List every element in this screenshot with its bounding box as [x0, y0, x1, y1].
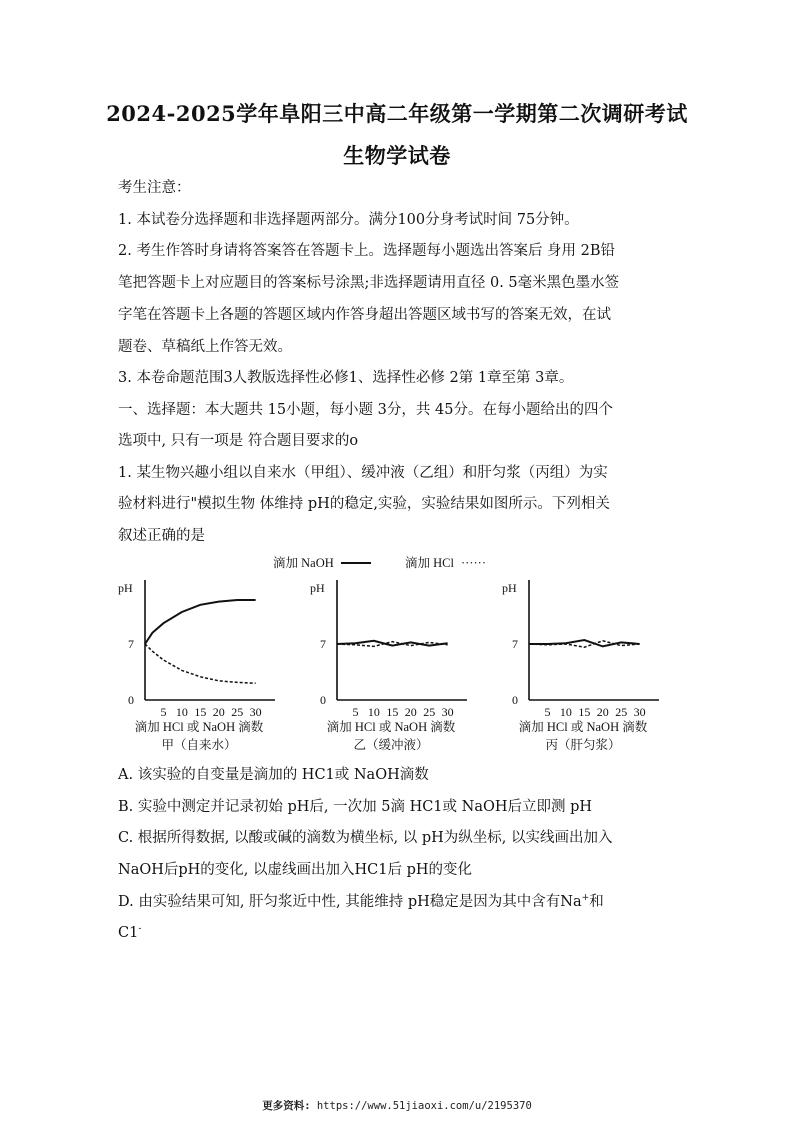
section-heading-line-1: 一、选择题：本大题共 15小题，每小题 3分，共 45分。在每小题给出的四个: [118, 402, 613, 418]
panel-bing-xlabel: 滴加 HCl 或 NaOH 滴数: [518, 720, 648, 734]
panel-jia-ytick-7: 7: [128, 637, 134, 651]
notice-item-2-line-4: 题卷、草稿纸上作答无效。: [118, 339, 292, 355]
option-d-sup-plus: +: [581, 893, 590, 903]
option-a: A. 该实验的自变量是滴加的 HC1或 NaOH滴数: [118, 767, 429, 783]
footer: [0, 1098, 794, 1113]
panel-jia-xtick-5: 5: [160, 705, 167, 719]
notice-heading: 考生注意：: [118, 180, 191, 196]
panel-bing-ylabel: pH: [502, 581, 517, 595]
panel-yi-ytick-7: 7: [320, 637, 326, 651]
option-c-line-1: C. 根据所得数据, 以酸或碱的滴数为横坐标, 以 pH为纵坐标, 以实线画出加入: [118, 830, 613, 846]
panel-jia-xtick-15: 15: [194, 705, 207, 719]
panel-yi-xtick-25: 25: [423, 705, 436, 719]
panel-jia-xlabel: 滴加 HCl 或 NaOH 滴数: [134, 720, 264, 734]
option-d-text: D. 由实验结果可知, 肝匀浆近中性, 其能维持 pH稳定是因为其中含有Na: [118, 893, 582, 910]
notice-item-2-line-3: 字笔在答题卡上各题的答题区域内作答身超出答题区域书写的答案无效，在试: [118, 307, 611, 323]
panel-bing-ytick-7: 7: [512, 637, 518, 651]
panel-yi-caption: 乙（缓冲液）: [353, 738, 429, 752]
legend-hcl-label: 滴加 HCl: [405, 556, 454, 570]
panel-jia-ylabel: pH: [118, 581, 133, 595]
exam-subtitle: 生物学试卷: [343, 143, 451, 168]
question-1-stem-line-3: 叙述正确的是: [118, 528, 205, 544]
panel-jia-naoh-line: [145, 600, 256, 644]
panel-jia-ytick-0: 0: [128, 693, 134, 707]
option-d-and: 和: [589, 893, 604, 910]
panel-bing-xtick-30: 30: [633, 705, 646, 719]
panel-bing-xtick-10: 10: [559, 705, 572, 719]
panel-bing-caption: 丙（肝匀浆）: [545, 738, 621, 752]
question-1-stem-line-2: 验材料进行"模拟生物 体维持 pH的稳定,实验，实验结果如图所示。下列相关: [118, 496, 610, 512]
panel-jia-xtick-20: 20: [212, 705, 225, 719]
panel-yi-xtick-15: 15: [386, 705, 399, 719]
panel-yi-ylabel: pH: [310, 581, 325, 595]
option-c-line-2: NaOH后pH的变化, 以虚线画出加入HC1后 pH的变化: [118, 862, 473, 878]
panel-yi-xtick-30: 30: [441, 705, 454, 719]
panel-jia-xtick-30: 30: [249, 705, 262, 719]
notice-item-3: 3. 本卷命题范围3人教版选择性必修1、选择性必修 2第 1章至第 3章。: [118, 370, 574, 386]
notice-item-2-line-1: 2. 考生作答时身请将答案答在答题卡上。选择题每小题选出答案后 身用 2B铅: [118, 243, 616, 259]
notice-item-1: 1. 本试卷分选择题和非选择题两部分。满分100分身考试时间 75分钟。: [118, 212, 579, 228]
panel-yi-xtick-20: 20: [404, 705, 417, 719]
footer-label: 更多资料:: [262, 1100, 311, 1112]
exam-title: 2024-2025学年阜阳三中高二年级第一学期第二次调研考试: [106, 101, 688, 126]
option-b: B. 实验中测定并记录初始 pH后, 一次加 5滴 HC1或 NaOH后立即测 pH: [118, 799, 593, 815]
panel-bing-xtick-5: 5: [544, 705, 551, 719]
notice-item-2-line-2: 笔把答题卡上对应题目的答案标号涂黑;非选择题请用直径 0. 5毫米黑色墨水签: [118, 275, 620, 291]
option-d-line-2: [118, 925, 141, 940]
panel-yi-xtick-5: 5: [352, 705, 359, 719]
panel-jia-hcl-line: [145, 644, 256, 683]
panel-jia-caption: 甲（自来水）: [161, 738, 237, 752]
panel-yi-ytick-0: 0: [320, 693, 326, 707]
panel-jia-xtick-25: 25: [231, 705, 244, 719]
panel-jia-xtick-10: 10: [175, 705, 188, 719]
footer-link[interactable]: https://www.51jiaoxi.com/u/2195370: [316, 1100, 532, 1112]
legend-hcl-dots: ······: [461, 556, 486, 570]
panel-bing-xtick-20: 20: [596, 705, 609, 719]
panel-bing-ytick-0: 0: [512, 693, 518, 707]
legend-naoh-label: 滴加 NaOH: [273, 556, 334, 570]
panel-bing-xtick-25: 25: [615, 705, 628, 719]
section-heading-line-2: 选项中, 只有一项是 符合题目要求的o: [118, 433, 359, 449]
option-d-cl: C1: [118, 924, 139, 941]
panel-yi-xtick-10: 10: [367, 705, 380, 719]
panel-bing-xtick-15: 15: [578, 705, 591, 719]
option-d-sup-minus: -: [138, 924, 142, 934]
question-1-stem-line-1: 1. 某生物兴趣小组以自来水（甲组）、缓冲液（乙组）和肝匀浆（丙组）为实: [118, 465, 608, 481]
ph-charts-svg: [115, 550, 685, 760]
panel-yi-xlabel: 滴加 HCl 或 NaOH 滴数: [326, 720, 456, 734]
option-d-line-1: [118, 894, 604, 909]
ph-experiment-figure: [115, 550, 685, 760]
